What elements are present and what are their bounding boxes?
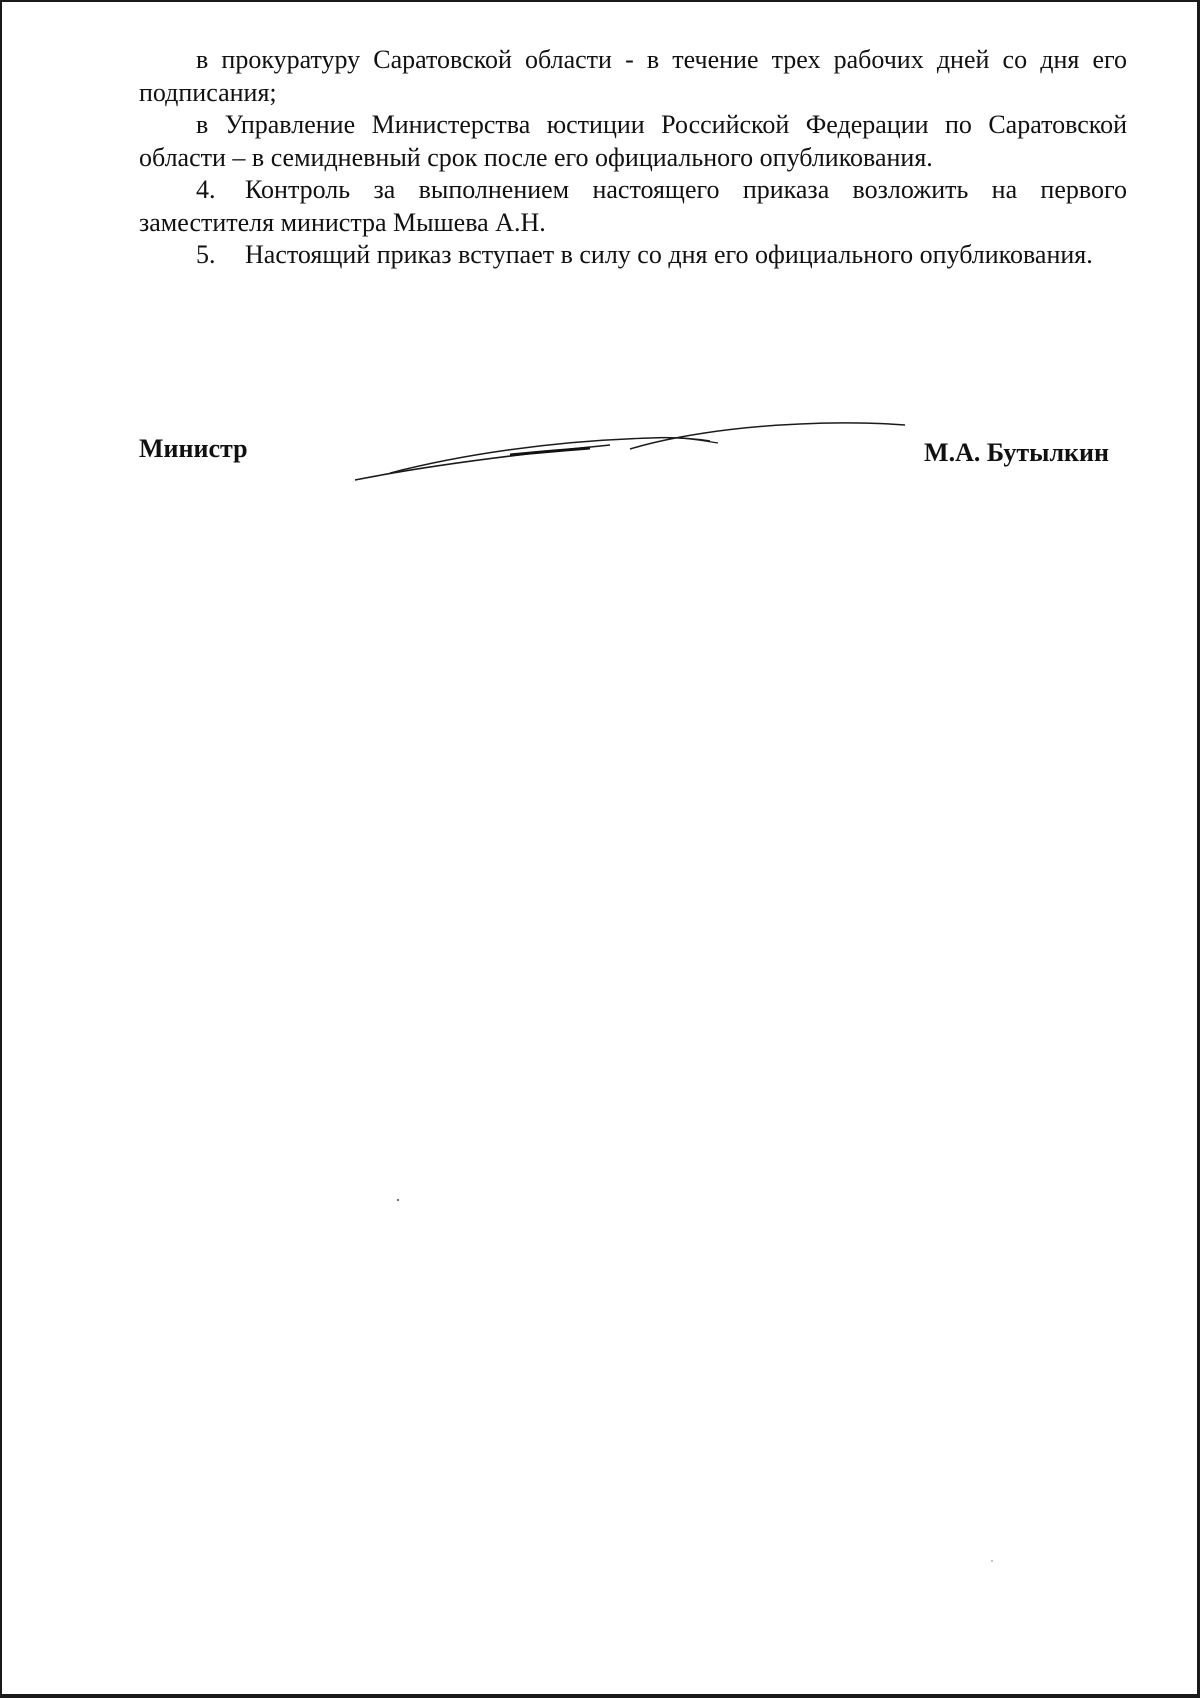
scan-edge-bottom [0,1694,1200,1698]
paragraph-prosecutor: в прокуратуру Саратовской области - в течение трех рабочих дней со дня его подписания; [139,45,1127,107]
item-number: 5. [196,240,216,269]
scan-speck [991,1560,993,1562]
item-text: Настоящий приказ вступает в силу со дня его официального опубликования. [245,240,1093,269]
paragraph-item-5 [139,239,1127,272]
signatory-position: Министр [139,434,248,463]
scan-speck [397,1199,399,1201]
paragraph-item-4 [139,174,1127,239]
paragraph-ministry-justice: в Управление Министерства юстиции Российской Федерации по Саратовской области – в семидневный срок после его официального опубликования. [139,110,1127,172]
handwritten-signature-icon [350,405,910,485]
item-text: Контроль за выполнением настоящего приказа возложить на первого заместителя министра Мышева А.Н. [139,175,1127,237]
item-number: 4. [196,175,216,204]
document-body [139,44,1127,272]
scan-edge-top [0,0,1200,2]
scan-edge-left [0,0,2,1698]
signatory-name: М.А. Бутылкин [924,438,1109,467]
